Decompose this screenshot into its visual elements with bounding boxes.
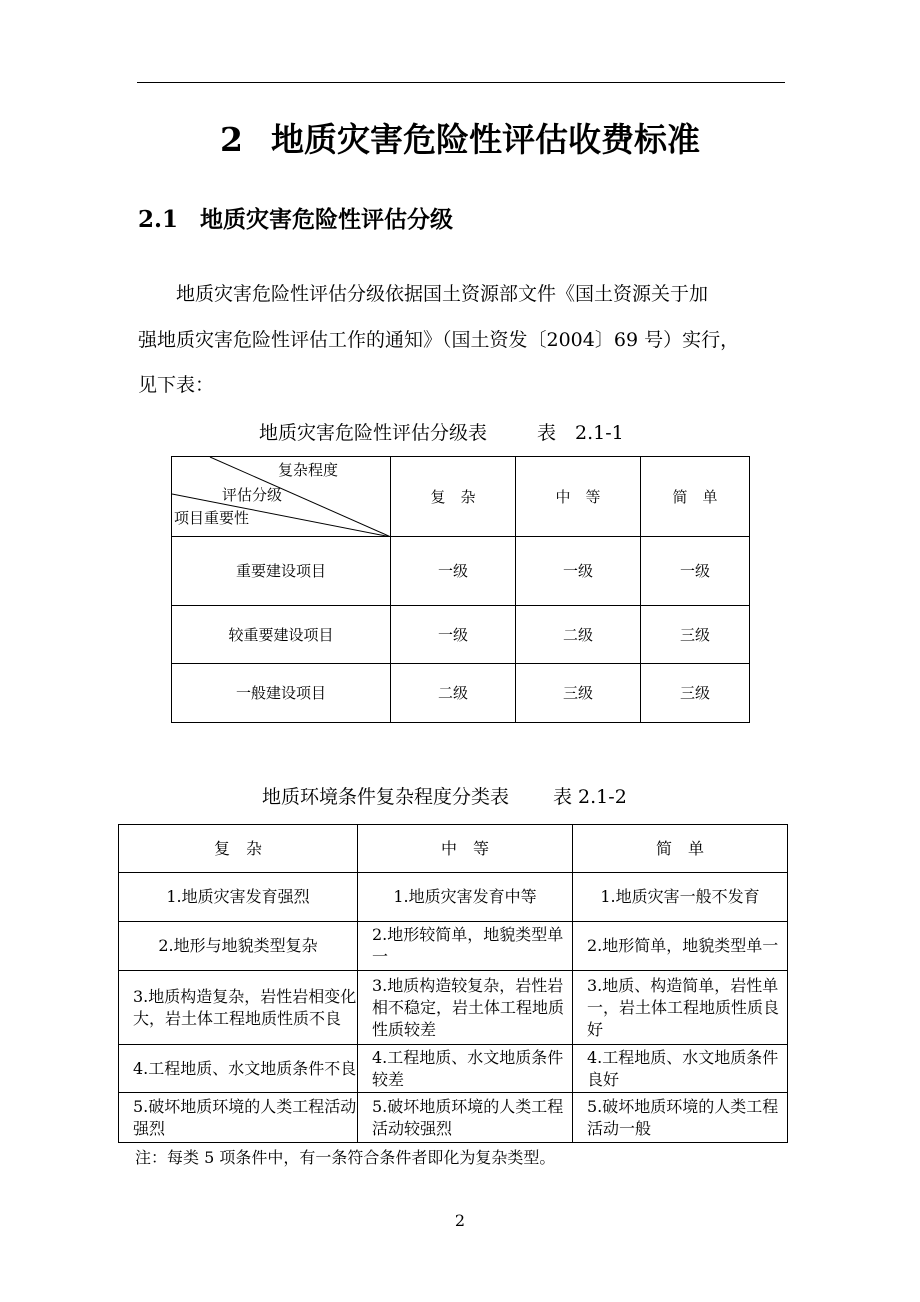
corner-cell	[172, 457, 391, 537]
page-number: 2	[454, 1211, 466, 1230]
table-row	[172, 664, 750, 723]
table-cell: 2.地形较简单，地貌类型单一	[358, 922, 573, 971]
table-cell: 3.地质构造复杂，岩性岩相变化大，岩土体工程地质性质不良	[119, 971, 358, 1045]
table1-caption	[259, 420, 624, 446]
table2-caption-id: 表 2.1-2	[553, 786, 627, 808]
table-cell: 一级	[516, 537, 641, 606]
corner-label-complexity: 复杂程度	[278, 461, 339, 479]
table-cell: 1.地质灾害发育强烈	[119, 873, 358, 922]
table-cell: 二级	[391, 664, 516, 723]
table-cell: 5.破坏地质环境的人类工程活动一般	[573, 1093, 788, 1143]
table-row	[172, 537, 750, 606]
geo-complexity-table	[118, 824, 788, 1143]
table2-caption-title: 地质环境条件复杂程度分类表	[262, 786, 510, 808]
section-heading	[0, 118, 920, 162]
table-cell: 一级	[391, 606, 516, 664]
table-cell: 4.工程地质、水文地质条件不良	[119, 1045, 358, 1093]
table-cell: 2.地形与地貌类型复杂	[119, 922, 358, 971]
intro-paragraph	[138, 272, 784, 409]
section-number: 2	[220, 120, 243, 159]
corner-label-grading: 评估分级	[222, 486, 283, 504]
column-header: 复 杂	[391, 457, 516, 537]
row-label: 重要建设项目	[172, 537, 391, 606]
column-header: 简 单	[641, 457, 750, 537]
table-cell: 4.工程地质、水文地质条件较差	[358, 1045, 573, 1093]
table-cell: 一级	[391, 537, 516, 606]
subsection-number: 2.1	[138, 206, 179, 233]
table-cell: 3.地质构造较复杂，岩性岩相不稳定，岩土体工程地质性质较差	[358, 971, 573, 1045]
table2-caption	[262, 784, 627, 810]
table-cell: 5.破坏地质环境的人类工程活动较强烈	[358, 1093, 573, 1143]
table-cell: 2.地形简单，地貌类型单一	[573, 922, 788, 971]
table-cell: 三级	[641, 606, 750, 664]
table-row	[119, 971, 788, 1045]
column-header: 中 等	[358, 825, 573, 873]
column-header: 复 杂	[119, 825, 358, 873]
grading-table	[171, 456, 750, 723]
table-cell: 三级	[641, 664, 750, 723]
table1-caption-id: 表 2.1-1	[537, 422, 624, 444]
table-row	[119, 922, 788, 971]
table-cell: 3.地质、构造简单，岩性单一，岩土体工程地质性质良好	[573, 971, 788, 1045]
subsection-title: 地质灾害危险性评估分级	[200, 206, 454, 233]
section-title: 地质灾害危险性评估收费标准	[270, 120, 700, 159]
row-label: 一般建设项目	[172, 664, 391, 723]
table-cell: 一级	[641, 537, 750, 606]
table-row	[119, 1045, 788, 1093]
column-header: 简 单	[573, 825, 788, 873]
column-header: 中 等	[516, 457, 641, 537]
table-row	[119, 1093, 788, 1143]
corner-label-importance: 项目重要性	[174, 509, 250, 527]
table-cell: 1.地质灾害发育中等	[358, 873, 573, 922]
paragraph-line: 强地质灾害危险性评估工作的通知》（国土资发〔2004〕69 号）实行，	[138, 328, 740, 351]
row-label: 较重要建设项目	[172, 606, 391, 664]
table-cell: 二级	[516, 606, 641, 664]
paragraph-line: 见下表：	[138, 374, 215, 396]
table-note: 注：每类 5 项条件中，有一条符合条件者即化为复杂类型。	[135, 1148, 556, 1167]
table-header-row	[172, 457, 750, 537]
table-cell: 1.地质灾害一般不发育	[573, 873, 788, 922]
table-cell: 三级	[516, 664, 641, 723]
subsection-heading	[138, 203, 453, 237]
table-cell: 5.破坏地质环境的人类工程活动强烈	[119, 1093, 358, 1143]
table-cell: 4.工程地质、水文地质条件良好	[573, 1045, 788, 1093]
header-rule	[137, 82, 785, 83]
table1-caption-title: 地质灾害危险性评估分级表	[259, 422, 488, 444]
table-row	[172, 606, 750, 664]
table-row	[119, 873, 788, 922]
paragraph-line: 地质灾害危险性评估分级依据国土资源部文件《国土资源关于加	[176, 283, 709, 305]
table-header-row	[119, 825, 788, 873]
